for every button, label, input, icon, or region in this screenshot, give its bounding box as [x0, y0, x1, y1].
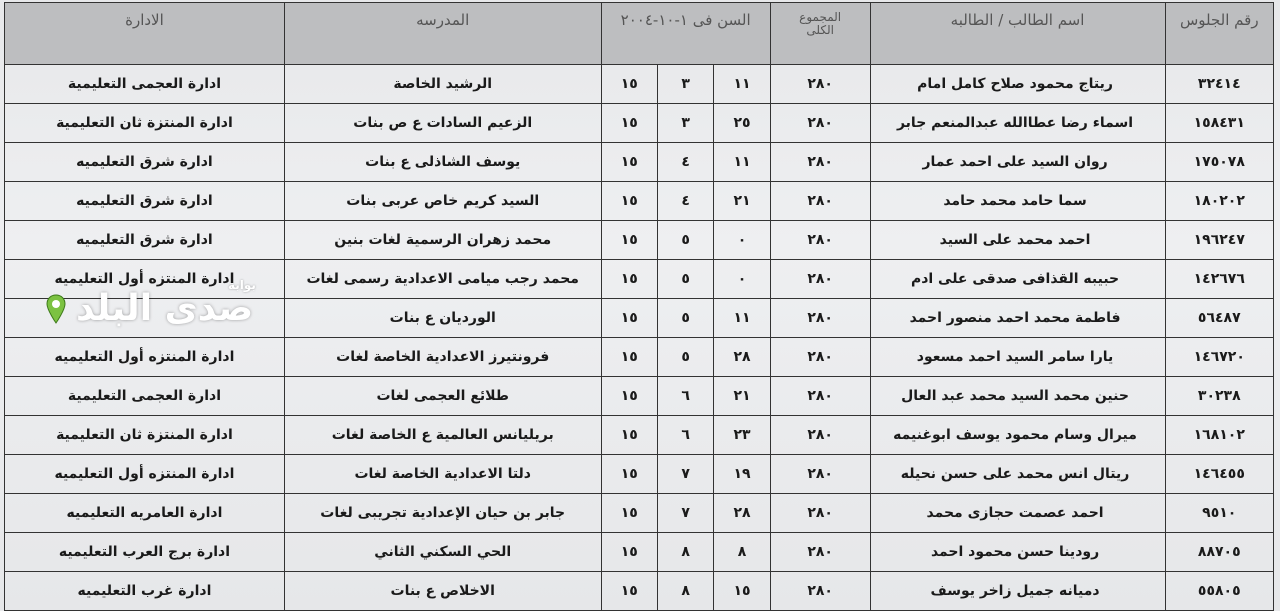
- cell-administration: ادارة شرق التعليميه: [5, 182, 285, 221]
- cell-student-name: روان السيد على احمد عمار: [870, 143, 1165, 182]
- cell-age-years: ١٥: [601, 182, 657, 221]
- cell-age-days: ١١: [714, 65, 770, 104]
- cell-administration: ادارة غرب التعليميه: [5, 572, 285, 611]
- cell-age-days: ٢١: [714, 377, 770, 416]
- cell-age-days: ١٥: [714, 572, 770, 611]
- table-row: [5, 494, 1274, 533]
- cell-age-years: ١٥: [601, 143, 657, 182]
- table-row: [5, 455, 1274, 494]
- cell-total: ٢٨٠: [770, 338, 870, 377]
- cell-seat-number: ١٧٥٠٧٨: [1165, 143, 1273, 182]
- cell-seat-number: ٥٦٤٨٧: [1165, 299, 1273, 338]
- cell-seat-number: ٥٥٨٠٥: [1165, 572, 1273, 611]
- cell-age-years: ١٥: [601, 104, 657, 143]
- cell-total: ٢٨٠: [770, 572, 870, 611]
- cell-student-name: يارا سامر السيد احمد مسعود: [870, 338, 1165, 377]
- cell-total: ٢٨٠: [770, 65, 870, 104]
- cell-age-days: ٢٣: [714, 416, 770, 455]
- cell-age-days: ٢٨: [714, 494, 770, 533]
- cell-age-years: ١٥: [601, 533, 657, 572]
- header-row: [5, 3, 1274, 65]
- results-table: [4, 2, 1274, 611]
- cell-school: محمد زهران الرسمية لغات بنين: [284, 221, 601, 260]
- cell-administration: ادارة المنتزه أول التعليميه: [5, 338, 285, 377]
- cell-age-years: ١٥: [601, 65, 657, 104]
- cell-administration: ادارة برج العرب التعليميه: [5, 533, 285, 572]
- cell-seat-number: ١٤٢٦٧٦: [1165, 260, 1273, 299]
- header-student-name: اسم الطالب / الطالبه: [870, 3, 1165, 65]
- table-row: [5, 377, 1274, 416]
- table-row: [5, 65, 1274, 104]
- header-school: المدرسه: [284, 3, 601, 65]
- cell-age-days: ٢١: [714, 182, 770, 221]
- cell-student-name: حنين محمد السيد محمد عبد العال: [870, 377, 1165, 416]
- cell-age-days: ١١: [714, 299, 770, 338]
- cell-school: يوسف الشاذلى ع بنات: [284, 143, 601, 182]
- cell-age-months: ٧: [657, 455, 713, 494]
- cell-seat-number: ١٥٨٤٣١: [1165, 104, 1273, 143]
- cell-administration: ادارة المنتزه أول التعليميه: [5, 455, 285, 494]
- cell-seat-number: ٣٢٤١٤: [1165, 65, 1273, 104]
- table-row: [5, 104, 1274, 143]
- cell-school: الرشيد الخاصة: [284, 65, 601, 104]
- cell-age-months: ٨: [657, 533, 713, 572]
- cell-seat-number: ٩٥١٠: [1165, 494, 1273, 533]
- cell-administration: ادارة العامريه التعليميه: [5, 494, 285, 533]
- cell-age-days: ٠: [714, 221, 770, 260]
- cell-student-name: دميانه جميل زاخر يوسف: [870, 572, 1165, 611]
- cell-school: السيد كريم خاص عربى بنات: [284, 182, 601, 221]
- cell-total: ٢٨٠: [770, 143, 870, 182]
- cell-school: طلائع العجمى لغات: [284, 377, 601, 416]
- cell-total: ٢٨٠: [770, 455, 870, 494]
- cell-age-months: ٨: [657, 572, 713, 611]
- cell-school: الزعيم السادات ع ص بنات: [284, 104, 601, 143]
- cell-seat-number: ١٩٦٢٤٧: [1165, 221, 1273, 260]
- table-row: [5, 572, 1274, 611]
- cell-age-months: ٤: [657, 182, 713, 221]
- cell-administration: ادارة المنتزه أول التعليميه: [5, 260, 285, 299]
- cell-seat-number: ١٤٦٤٥٥: [1165, 455, 1273, 494]
- cell-school: فرونتيرز الاعدادية الخاصة لغات: [284, 338, 601, 377]
- header-seat-number: رقم الجلوس: [1165, 3, 1273, 65]
- cell-age-months: ٣: [657, 65, 713, 104]
- cell-student-name: حبيبه القذافى صدقى على ادم: [870, 260, 1165, 299]
- cell-total: ٢٨٠: [770, 377, 870, 416]
- cell-seat-number: ٣٠٢٣٨: [1165, 377, 1273, 416]
- cell-age-years: ١٥: [601, 377, 657, 416]
- header-administration: الادارة: [5, 3, 285, 65]
- cell-age-months: ٥: [657, 338, 713, 377]
- cell-student-name: ريتاج محمود صلاح كامل امام: [870, 65, 1165, 104]
- table-row: [5, 143, 1274, 182]
- header-total: [770, 3, 870, 65]
- cell-school: الحي السكني الثاني: [284, 533, 601, 572]
- table-row: [5, 299, 1274, 338]
- cell-age-days: ١١: [714, 143, 770, 182]
- cell-student-name: سما حامد محمد حامد: [870, 182, 1165, 221]
- cell-age-months: ٥: [657, 260, 713, 299]
- cell-age-years: ١٥: [601, 572, 657, 611]
- cell-administration: ادارة المنتزة ثان التعليمية: [5, 104, 285, 143]
- cell-administration: ادارة شرق التعليميه: [5, 143, 285, 182]
- cell-administration: ادارة العجمى التعليمية: [5, 65, 285, 104]
- cell-administration: ادارة شرق التعليميه: [5, 221, 285, 260]
- cell-school: محمد رجب ميامى الاعدادية رسمى لغات: [284, 260, 601, 299]
- watermark-small-text: بوابة: [228, 278, 256, 292]
- cell-student-name: ميرال وسام محمود يوسف ابوغنيمه: [870, 416, 1165, 455]
- cell-age-days: ٠: [714, 260, 770, 299]
- cell-total: ٢٨٠: [770, 260, 870, 299]
- cell-age-months: ٣: [657, 104, 713, 143]
- table-row: [5, 533, 1274, 572]
- cell-age-years: ١٥: [601, 221, 657, 260]
- header-total-sublabel: الكلى: [806, 23, 834, 37]
- cell-total: ٢٨٠: [770, 533, 870, 572]
- table-row: [5, 338, 1274, 377]
- cell-age-months: ٦: [657, 377, 713, 416]
- cell-administration: ادارة العجمى التعليمية: [5, 377, 285, 416]
- cell-age-days: ٢٨: [714, 338, 770, 377]
- cell-age-days: ٨: [714, 533, 770, 572]
- cell-age-years: ١٥: [601, 416, 657, 455]
- cell-administration: ادارة المنتزة ثان التعليمية: [5, 416, 285, 455]
- cell-age-years: ١٥: [601, 338, 657, 377]
- cell-seat-number: ١٦٨١٠٢: [1165, 416, 1273, 455]
- cell-total: ٢٨٠: [770, 494, 870, 533]
- cell-seat-number: ١٤٦٧٢٠: [1165, 338, 1273, 377]
- header-age: السن فى ١-١٠-٢٠٠٤: [601, 3, 770, 65]
- header-total-label: المجموع: [799, 10, 842, 24]
- cell-age-months: ٤: [657, 143, 713, 182]
- cell-school: جابر بن حيان الإعدادية تجريبى لغات: [284, 494, 601, 533]
- cell-total: ٢٨٠: [770, 299, 870, 338]
- cell-school: الاخلاص ع بنات: [284, 572, 601, 611]
- cell-age-months: ٦: [657, 416, 713, 455]
- cell-age-days: ٢٥: [714, 104, 770, 143]
- cell-student-name: فاطمة محمد احمد منصور احمد: [870, 299, 1165, 338]
- cell-student-name: ريتال انس محمد على حسن نحيله: [870, 455, 1165, 494]
- cell-age-years: ١٥: [601, 494, 657, 533]
- cell-administration: [5, 299, 285, 338]
- table-row: [5, 221, 1274, 260]
- cell-age-days: ١٩: [714, 455, 770, 494]
- cell-student-name: احمد عصمت حجازى محمد: [870, 494, 1165, 533]
- cell-age-years: ١٥: [601, 260, 657, 299]
- table-body: [5, 65, 1274, 611]
- cell-student-name: احمد محمد على السيد: [870, 221, 1165, 260]
- cell-student-name: رودينا حسن محمود احمد: [870, 533, 1165, 572]
- cell-school: الورديان ع بنات: [284, 299, 601, 338]
- table-row: [5, 260, 1274, 299]
- watermark-logo-text: صدى البلد: [76, 288, 254, 329]
- cell-total: ٢٨٠: [770, 221, 870, 260]
- cell-seat-number: ٨٨٧٠٥: [1165, 533, 1273, 572]
- cell-school: دلتا الاعدادية الخاصة لغات: [284, 455, 601, 494]
- cell-age-months: ٧: [657, 494, 713, 533]
- table-row: [5, 182, 1274, 221]
- cell-total: ٢٨٠: [770, 416, 870, 455]
- cell-age-years: ١٥: [601, 455, 657, 494]
- cell-seat-number: ١٨٠٢٠٢: [1165, 182, 1273, 221]
- cell-total: ٢٨٠: [770, 104, 870, 143]
- table-row: [5, 416, 1274, 455]
- cell-student-name: اسماء رضا عطاالله عبدالمنعم جابر: [870, 104, 1165, 143]
- cell-age-months: ٥: [657, 299, 713, 338]
- cell-age-years: ١٥: [601, 299, 657, 338]
- cell-total: ٢٨٠: [770, 182, 870, 221]
- cell-age-months: ٥: [657, 221, 713, 260]
- cell-school: بريليانس العالمية ع الخاصة لغات: [284, 416, 601, 455]
